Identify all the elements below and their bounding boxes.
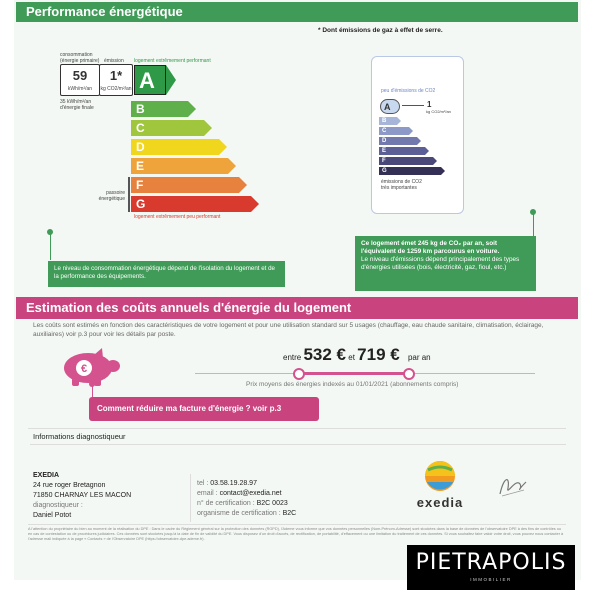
energy-class-e-letter: E bbox=[136, 159, 145, 173]
co2-top-label: peu d'émissions de CO2 bbox=[381, 88, 436, 94]
energy-class-a-arrow bbox=[166, 65, 176, 95]
co2-note bbox=[355, 236, 536, 291]
energy-class-c-letter: C bbox=[136, 121, 145, 135]
co2-class-d-bar bbox=[379, 137, 417, 145]
cost-high-marker bbox=[403, 368, 415, 380]
co2-class-a-letter: A bbox=[384, 102, 391, 112]
energy-class-a-letter: A bbox=[139, 68, 155, 93]
cost-prefix: entre bbox=[283, 353, 302, 362]
org-label: organisme de certification : bbox=[197, 510, 281, 517]
cost-suffix: par an bbox=[407, 353, 431, 362]
consumption-box bbox=[60, 64, 100, 96]
co2-class-c-letter: C bbox=[382, 128, 387, 134]
co2-class-c-bar bbox=[379, 127, 409, 135]
diag-title-divider bbox=[30, 444, 566, 445]
energy-note-connector bbox=[50, 232, 51, 260]
cost-range-bar bbox=[298, 372, 408, 375]
final-energy-label: 35 kWh/m²/an d'énergie finale bbox=[60, 99, 94, 111]
cost-mid: et bbox=[348, 353, 355, 362]
reduce-button-dot bbox=[89, 381, 95, 387]
emission-box bbox=[99, 64, 133, 96]
costs-header: Estimation des coûts annuels d'énergie du logement bbox=[16, 297, 578, 319]
co2-note-bold: Ce logement émet 245 kg de CO₂ par an, soit l'équivalent de 1259 km parcourus en voiture. bbox=[361, 240, 500, 255]
energy-note: Le niveau de consommation énergétique dépend de l'isolation du logement et de la performance des équipements. bbox=[48, 261, 285, 287]
diag-address-block bbox=[33, 471, 131, 521]
co2-value: 1 bbox=[427, 100, 432, 109]
legal-divider bbox=[28, 524, 566, 525]
co2-unit: kg CO2/m²/an bbox=[426, 109, 451, 114]
co2-note-text: Le niveau d'émissions dépend principalement des types d'énergies utilisées (bois, électricité, gaz, fioul, etc.) bbox=[361, 256, 520, 271]
consumption-label: consommation (énergie primaire) bbox=[60, 52, 100, 64]
brand-sub: IMMOBILIER bbox=[470, 577, 512, 582]
co2-class-d-letter: D bbox=[382, 138, 387, 144]
energy-class-f-bar bbox=[131, 177, 239, 193]
cost-low-marker bbox=[293, 368, 305, 380]
energy-note-dot bbox=[47, 229, 53, 235]
co2-class-f-letter: F bbox=[382, 158, 386, 164]
signature-icon bbox=[496, 472, 530, 500]
energy-performance-header: Performance énergétique bbox=[16, 2, 578, 22]
emission-value: 1* bbox=[109, 68, 123, 83]
reduce-bill-button[interactable]: Comment réduire ma facture d'énergie ? voir p.3 bbox=[89, 397, 319, 421]
brand-name: PIETRAPOLIS bbox=[415, 550, 567, 575]
consumption-value: 59 bbox=[72, 68, 88, 83]
energy-class-d-letter: D bbox=[136, 140, 145, 154]
co2-note-connector bbox=[533, 212, 534, 236]
energy-class-c-bar bbox=[131, 120, 204, 136]
diag-city: 71850 CHARNAY LES MACON bbox=[33, 492, 132, 499]
costs-description: Les coûts sont estimés en fonction des caractéristiques de votre logement et pour une utilisation standard sur 5 usages (chauffage, eau chaude sanitaire, climatisation, éclairage, auxiliaires) voir p.3 pour voir les détails par poste. bbox=[33, 322, 544, 338]
co2-pointer-line bbox=[402, 105, 424, 106]
cert-value: B2C 0023 bbox=[256, 500, 288, 507]
diag-vertical-divider bbox=[190, 474, 191, 522]
diag-contact-block bbox=[197, 479, 296, 519]
co2-class-f-bar bbox=[379, 157, 433, 165]
emission-unit: kg CO2/m²/an bbox=[100, 86, 132, 92]
co2-class-b-letter: B bbox=[382, 118, 387, 124]
diag-name: Daniel Potot bbox=[33, 512, 72, 519]
diag-company: EXEDIA bbox=[33, 472, 60, 479]
piggy-bank-icon bbox=[58, 346, 128, 386]
co2-class-a-current bbox=[380, 99, 400, 114]
cost-range bbox=[283, 345, 431, 365]
co2-bottom-label: émissions de CO2 très importantes bbox=[381, 179, 422, 191]
cost-high: 719 € bbox=[357, 345, 400, 364]
co2-class-e-bar bbox=[379, 147, 425, 155]
tel-value: 03.58.19.28.97 bbox=[210, 480, 257, 487]
exedia-logo bbox=[404, 460, 476, 510]
legal-notice: A l'attention du propriétaire du bien au moment de la réalisation du DPE : Dans le cadre du Règlement général sur la protection des données (RGPD), l'Ademe vous informe que vos données personnelles (Nom-Prénom-Adresse) sont stockées dans la base de données de l'observatoire DPE à des fins de contrôles ou en cas de contestation ou de procédures judiciaires. Ces données sont stockées jusqu'à la date de fin de validité du DPE. Vous disposez d'un droit d'accès, de rectification, de portabilité, d'effacement ou une limitation du traitement de ces données. Si vous souhaitez faire valoir votre droit, vous pouvez nous contacter à l'adresse mail indiquée à la page « Contacts » de l'Observatoire DPE (https://observatoire-dpe.ademe.fr). bbox=[28, 527, 564, 541]
co2-note-dot bbox=[530, 209, 536, 215]
energy-class-b-bar bbox=[131, 101, 188, 117]
diag-label: diagnostiqueur : bbox=[33, 502, 83, 509]
energy-class-b-letter: B bbox=[136, 102, 145, 116]
energy-class-e-bar bbox=[131, 158, 228, 174]
co2-class-b-bar bbox=[379, 117, 397, 125]
tel-label: tel : bbox=[197, 480, 209, 487]
diag-street: 24 rue roger Bretagnon bbox=[33, 482, 106, 489]
cost-low: 532 € bbox=[303, 345, 347, 364]
passoire-label: passoire énergétique bbox=[98, 190, 125, 202]
email-value[interactable]: contact@exedia.net bbox=[219, 490, 282, 497]
diag-top-divider bbox=[28, 428, 566, 429]
energy-class-g-bar bbox=[131, 196, 251, 212]
svg-text:€: € bbox=[80, 363, 88, 375]
passoire-bracket bbox=[128, 177, 130, 212]
energy-class-g-letter: G bbox=[136, 197, 146, 211]
org-value: B2C bbox=[282, 510, 297, 517]
bottom-performance-label: logement extrêmement peu performant bbox=[134, 214, 221, 220]
co2-class-e-letter: E bbox=[382, 148, 387, 154]
co2-class-g-letter: G bbox=[382, 168, 387, 174]
ges-note: * Dont émissions de gaz à effet de serre. bbox=[318, 27, 443, 34]
emission-label: émission bbox=[104, 58, 124, 64]
co2-class-g-bar bbox=[379, 167, 441, 175]
top-performance-label: logement extrêmement performant bbox=[134, 58, 211, 64]
email-label: email : bbox=[197, 490, 218, 497]
prices-note: Prix moyens des énergies indexés au 01/01/2021 (abonnements compris) bbox=[246, 381, 459, 388]
pietrapolis-logo bbox=[407, 545, 575, 590]
diag-title: Informations diagnostiqueur bbox=[33, 432, 126, 441]
consumption-unit: kWh/m²/an bbox=[67, 86, 93, 92]
energy-class-d-bar bbox=[131, 139, 219, 155]
cert-label: n° de certification : bbox=[197, 500, 255, 507]
energy-class-f-letter: F bbox=[136, 178, 144, 192]
exedia-logo-text: exedia bbox=[416, 495, 464, 510]
energy-class-a-current bbox=[134, 65, 166, 95]
